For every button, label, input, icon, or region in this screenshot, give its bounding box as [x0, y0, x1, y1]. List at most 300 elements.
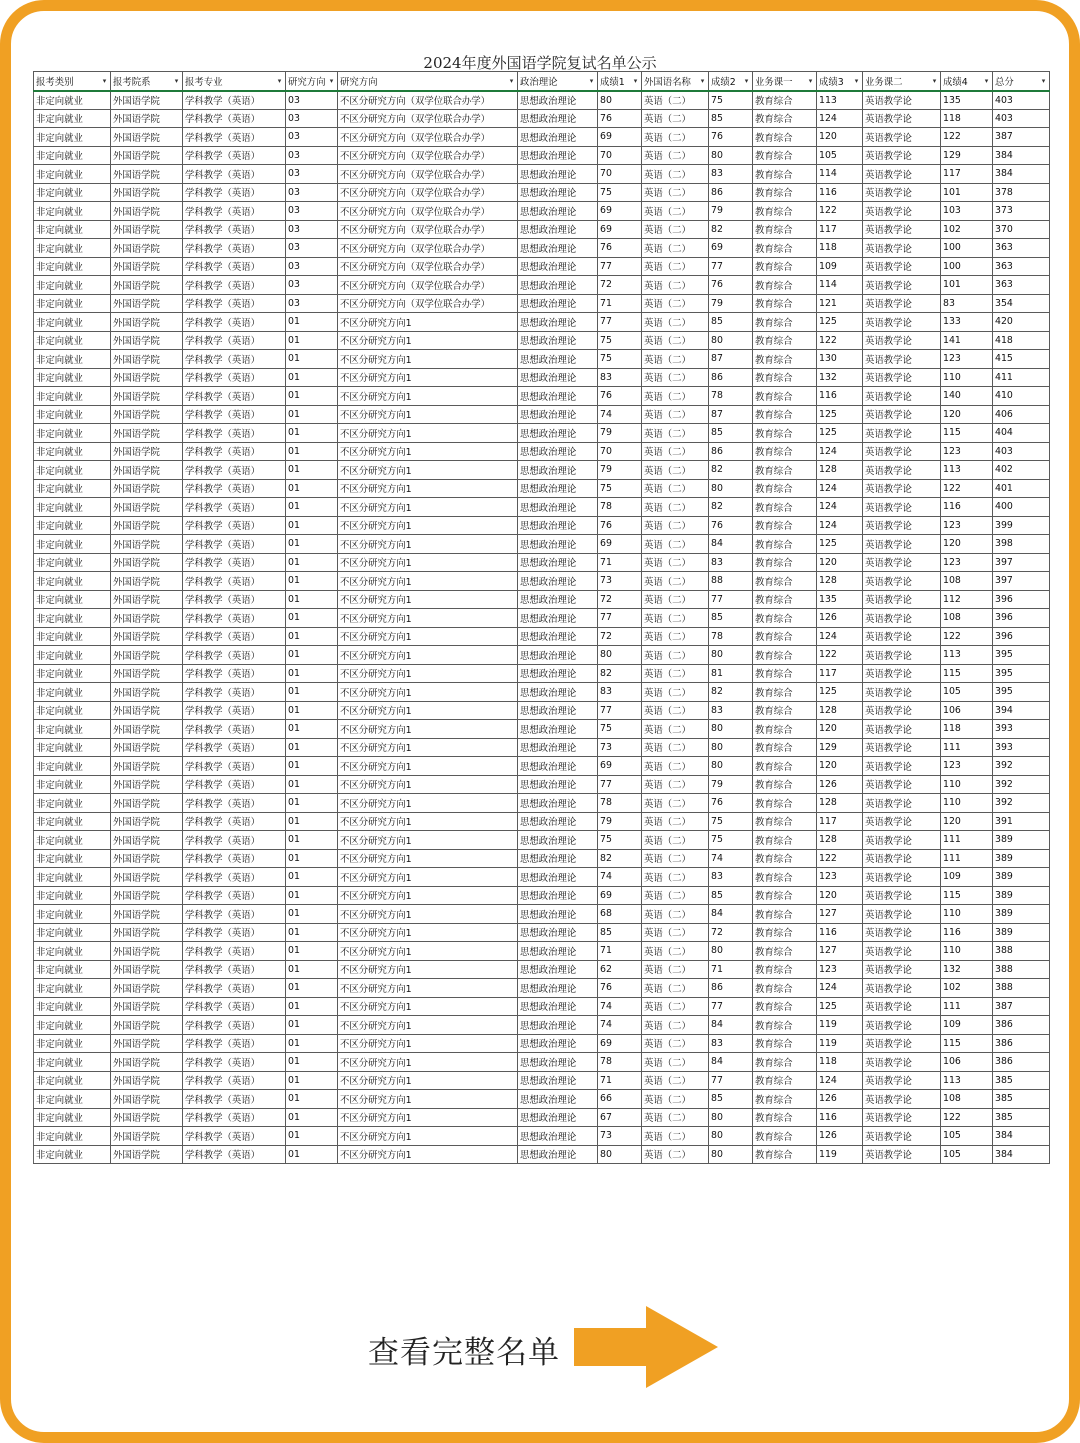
table-cell: 学科教学（英语） — [183, 1145, 286, 1164]
table-cell: 80 — [709, 146, 753, 165]
table-cell: 非定向就业 — [34, 609, 111, 628]
table-cell: 74 — [598, 405, 642, 424]
table-cell: 129 — [941, 146, 993, 165]
table-cell: 教育综合 — [753, 757, 817, 776]
table-cell: 不区分研究方向（双学位联合办学） — [338, 202, 518, 221]
table-cell: 外国语学院 — [111, 276, 183, 295]
table-cell: 非定向就业 — [34, 128, 111, 147]
col-header[interactable]: 政治理论 ▾ — [518, 72, 598, 91]
table-cell: 英语教学论 — [863, 812, 941, 831]
table-cell: 教育综合 — [753, 849, 817, 868]
table-cell: 学科教学（英语） — [183, 942, 286, 961]
table-cell: 学科教学（英语） — [183, 535, 286, 554]
table-cell: 75 — [598, 350, 642, 369]
table-cell: 01 — [286, 405, 338, 424]
table-cell: 学科教学（英语） — [183, 313, 286, 332]
table-cell: 86 — [709, 979, 753, 998]
table-cell: 英语（二） — [642, 886, 709, 905]
col-header[interactable]: 研究方向 ▾ — [286, 72, 338, 91]
table-cell: 思想政治理论 — [518, 775, 598, 794]
table-cell: 学科教学（英语） — [183, 775, 286, 794]
table-cell: 69 — [598, 535, 642, 554]
table-cell: 思想政治理论 — [518, 183, 598, 202]
table-cell: 非定向就业 — [34, 720, 111, 739]
table-cell: 教育综合 — [753, 720, 817, 739]
table-cell: 非定向就业 — [34, 979, 111, 998]
table-cell: 英语教学论 — [863, 701, 941, 720]
table-cell: 69 — [598, 220, 642, 239]
table-cell: 395 — [993, 664, 1050, 683]
table-row — [34, 683, 1050, 702]
table-cell: 英语（二） — [642, 239, 709, 258]
table-cell: 不区分研究方向1 — [338, 1071, 518, 1090]
table-cell: 非定向就业 — [34, 498, 111, 517]
table-cell: 77 — [709, 257, 753, 276]
col-header[interactable]: 业务课一 ▾ — [753, 72, 817, 91]
table-cell: 80 — [709, 331, 753, 350]
table-cell: 126 — [817, 1127, 863, 1146]
table-cell: 75 — [709, 91, 753, 110]
table-cell: 不区分研究方向1 — [338, 831, 518, 850]
table-cell: 英语教学论 — [863, 294, 941, 313]
table-cell: 非定向就业 — [34, 1034, 111, 1053]
table-cell: 学科教学（英语） — [183, 405, 286, 424]
table-cell: 学科教学（英语） — [183, 868, 286, 887]
table-cell: 非定向就业 — [34, 220, 111, 239]
table-cell: 英语（二） — [642, 276, 709, 295]
table-row — [34, 849, 1050, 868]
table-cell: 外国语学院 — [111, 701, 183, 720]
table-cell: 118 — [941, 720, 993, 739]
table-cell: 不区分研究方向1 — [338, 757, 518, 776]
table-cell: 思想政治理论 — [518, 109, 598, 128]
table-cell: 外国语学院 — [111, 646, 183, 665]
filter-dropdown-icon[interactable]: ▾ — [932, 77, 937, 85]
table-cell: 82 — [709, 461, 753, 480]
table-row — [34, 1127, 1050, 1146]
col-header[interactable]: 报考类别 ▾ — [34, 72, 111, 91]
table-cell: 393 — [993, 738, 1050, 757]
col-header[interactable]: 外国语名称 ▾ — [642, 72, 709, 91]
table-cell: 外国语学院 — [111, 609, 183, 628]
table-cell: 389 — [993, 905, 1050, 924]
table-cell: 86 — [709, 183, 753, 202]
filter-dropdown-icon[interactable]: ▾ — [174, 77, 179, 85]
filter-dropdown-icon[interactable]: ▾ — [1041, 77, 1046, 85]
table-cell: 思想政治理论 — [518, 812, 598, 831]
col-header[interactable]: 成绩2 ▾ — [709, 72, 753, 91]
table-cell: 英语（二） — [642, 812, 709, 831]
table-cell: 不区分研究方向1 — [338, 424, 518, 443]
table-cell: 384 — [993, 146, 1050, 165]
table-cell: 121 — [817, 294, 863, 313]
filter-dropdown-icon[interactable]: ▾ — [102, 77, 107, 85]
table-cell: 学科教学（英语） — [183, 701, 286, 720]
table-cell: 外国语学院 — [111, 516, 183, 535]
table-cell: 非定向就业 — [34, 812, 111, 831]
table-cell: 79 — [598, 812, 642, 831]
table-cell: 非定向就业 — [34, 109, 111, 128]
table-cell: 115 — [941, 886, 993, 905]
table-cell: 学科教学（英语） — [183, 979, 286, 998]
table-cell: 102 — [941, 220, 993, 239]
table-cell: 01 — [286, 720, 338, 739]
table-cell: 思想政治理论 — [518, 1145, 598, 1164]
table-cell: 非定向就业 — [34, 424, 111, 443]
table-row — [34, 572, 1050, 591]
table-cell: 389 — [993, 831, 1050, 850]
table-cell: 非定向就业 — [34, 91, 111, 110]
table-cell: 外国语学院 — [111, 257, 183, 276]
table-cell: 思想政治理论 — [518, 1090, 598, 1109]
table-cell: 120 — [941, 535, 993, 554]
table-cell: 外国语学院 — [111, 1053, 183, 1072]
table-cell: 学科教学（英语） — [183, 128, 286, 147]
table-cell: 124 — [817, 442, 863, 461]
table-cell: 思想政治理论 — [518, 202, 598, 221]
table-cell: 外国语学院 — [111, 368, 183, 387]
table-row — [34, 220, 1050, 239]
table-cell: 396 — [993, 590, 1050, 609]
table-cell: 394 — [993, 701, 1050, 720]
table-cell: 71 — [598, 1071, 642, 1090]
table-cell: 不区分研究方向1 — [338, 572, 518, 591]
table-cell: 不区分研究方向1 — [338, 387, 518, 406]
table-row — [34, 701, 1050, 720]
table-cell: 396 — [993, 627, 1050, 646]
table-row — [34, 91, 1050, 110]
table-cell: 363 — [993, 239, 1050, 258]
col-header[interactable]: 总分 ▾ — [993, 72, 1050, 91]
table-row — [34, 553, 1050, 572]
table-cell: 102 — [941, 979, 993, 998]
table-cell: 418 — [993, 331, 1050, 350]
table-cell: 思想政治理论 — [518, 479, 598, 498]
table-cell: 84 — [709, 1053, 753, 1072]
table-cell: 133 — [941, 313, 993, 332]
filter-dropdown-icon[interactable]: ▾ — [854, 77, 859, 85]
table-cell: 英语教学论 — [863, 775, 941, 794]
table-cell: 学科教学（英语） — [183, 794, 286, 813]
filter-dropdown-icon[interactable]: ▾ — [329, 77, 334, 85]
table-cell: 思想政治理论 — [518, 442, 598, 461]
filter-dropdown-icon[interactable]: ▾ — [744, 77, 749, 85]
table-cell: 80 — [709, 942, 753, 961]
table-cell: 不区分研究方向1 — [338, 479, 518, 498]
table-cell: 英语（二） — [642, 1071, 709, 1090]
table-cell: 英语（二） — [642, 331, 709, 350]
table-cell: 85 — [709, 313, 753, 332]
table-cell: 学科教学（英语） — [183, 498, 286, 517]
table-cell: 108 — [941, 609, 993, 628]
col-header[interactable]: 成绩1 ▾ — [598, 72, 642, 91]
table-cell: 83 — [709, 553, 753, 572]
table-cell: 教育综合 — [753, 424, 817, 443]
table-cell: 学科教学（英语） — [183, 553, 286, 572]
table-cell: 76 — [709, 128, 753, 147]
table-cell: 118 — [817, 239, 863, 258]
table-cell: 思想政治理论 — [518, 350, 598, 369]
table-cell: 68 — [598, 905, 642, 924]
table-cell: 非定向就业 — [34, 165, 111, 184]
table-row — [34, 886, 1050, 905]
table-cell: 不区分研究方向1 — [338, 905, 518, 924]
table-cell: 思想政治理论 — [518, 553, 598, 572]
table-cell: 62 — [598, 960, 642, 979]
table-cell: 77 — [598, 609, 642, 628]
table-cell: 英语教学论 — [863, 257, 941, 276]
table-cell: 外国语学院 — [111, 627, 183, 646]
table-cell: 教育综合 — [753, 239, 817, 258]
table-cell: 不区分研究方向1 — [338, 368, 518, 387]
table-cell: 非定向就业 — [34, 387, 111, 406]
table-cell: 非定向就业 — [34, 257, 111, 276]
filter-dropdown-icon[interactable]: ▾ — [984, 77, 989, 85]
table-row — [34, 350, 1050, 369]
col-header[interactable]: 成绩4 ▾ — [941, 72, 993, 91]
table-cell: 01 — [286, 905, 338, 924]
table-cell: 403 — [993, 91, 1050, 110]
table-cell: 110 — [941, 905, 993, 924]
table-cell: 思想政治理论 — [518, 535, 598, 554]
table-cell: 思想政治理论 — [518, 165, 598, 184]
table-cell: 123 — [941, 757, 993, 776]
table-cell: 105 — [941, 1145, 993, 1164]
table-cell: 英语教学论 — [863, 128, 941, 147]
table-cell: 395 — [993, 646, 1050, 665]
table-cell: 外国语学院 — [111, 146, 183, 165]
table-cell: 74 — [598, 1016, 642, 1035]
table-cell: 108 — [941, 1090, 993, 1109]
table-cell: 外国语学院 — [111, 202, 183, 221]
table-cell: 01 — [286, 1053, 338, 1072]
table-cell: 82 — [709, 683, 753, 702]
table-row — [34, 1108, 1050, 1127]
table-row — [34, 738, 1050, 757]
table-row — [34, 831, 1050, 850]
table-cell: 不区分研究方向1 — [338, 553, 518, 572]
table-cell: 英语（二） — [642, 831, 709, 850]
table-cell: 01 — [286, 1034, 338, 1053]
table-cell: 122 — [817, 331, 863, 350]
table-cell: 学科教学（英语） — [183, 683, 286, 702]
table-cell: 03 — [286, 257, 338, 276]
table-cell: 378 — [993, 183, 1050, 202]
table-cell: 128 — [817, 794, 863, 813]
table-cell: 英语（二） — [642, 479, 709, 498]
table-cell: 不区分研究方向（双学位联合办学） — [338, 146, 518, 165]
filter-dropdown-icon[interactable]: ▾ — [633, 77, 638, 85]
table-cell: 01 — [286, 627, 338, 646]
filter-dropdown-icon[interactable]: ▾ — [277, 77, 282, 85]
table-cell: 学科教学（英语） — [183, 997, 286, 1016]
table-row — [34, 498, 1050, 517]
table-cell: 110 — [941, 775, 993, 794]
table-row — [34, 146, 1050, 165]
table-cell: 外国语学院 — [111, 1127, 183, 1146]
table-cell: 83 — [709, 1034, 753, 1053]
table-cell: 教育综合 — [753, 461, 817, 480]
table-cell: 英语（二） — [642, 442, 709, 461]
table-row — [34, 1145, 1050, 1164]
table-row — [34, 424, 1050, 443]
table-cell: 130 — [817, 350, 863, 369]
table-cell: 117 — [817, 812, 863, 831]
arrow-right-icon[interactable] — [574, 1306, 718, 1388]
table-cell: 01 — [286, 553, 338, 572]
table-cell: 不区分研究方向（双学位联合办学） — [338, 91, 518, 110]
document-title: 2024年度外国语学院复试名单公示 — [423, 54, 657, 72]
table-cell: 教育综合 — [753, 553, 817, 572]
col-header[interactable]: 业务课二 ▾ — [863, 72, 941, 91]
table-cell: 学科教学（英语） — [183, 905, 286, 924]
table-cell: 非定向就业 — [34, 535, 111, 554]
table-cell: 126 — [817, 609, 863, 628]
table-cell: 学科教学（英语） — [183, 239, 286, 258]
table-cell: 125 — [817, 405, 863, 424]
table-cell: 388 — [993, 979, 1050, 998]
table-cell: 392 — [993, 775, 1050, 794]
table-cell: 392 — [993, 794, 1050, 813]
table-cell: 思想政治理论 — [518, 1071, 598, 1090]
table-cell: 非定向就业 — [34, 646, 111, 665]
table-cell: 不区分研究方向1 — [338, 609, 518, 628]
table-cell: 01 — [286, 923, 338, 942]
table-cell: 英语教学论 — [863, 516, 941, 535]
table-cell: 389 — [993, 923, 1050, 942]
table-cell: 128 — [817, 831, 863, 850]
table-cell: 教育综合 — [753, 664, 817, 683]
table-cell: 教育综合 — [753, 812, 817, 831]
table-cell: 英语（二） — [642, 979, 709, 998]
table-cell: 教育综合 — [753, 590, 817, 609]
table-cell: 385 — [993, 1108, 1050, 1127]
table-cell: 外国语学院 — [111, 572, 183, 591]
table-cell: 82 — [598, 849, 642, 868]
table-cell: 英语（二） — [642, 1016, 709, 1035]
table-cell: 03 — [286, 165, 338, 184]
table-cell: 80 — [709, 738, 753, 757]
table-cell: 135 — [941, 91, 993, 110]
table-cell: 384 — [993, 1127, 1050, 1146]
table-cell: 外国语学院 — [111, 590, 183, 609]
table-cell: 非定向就业 — [34, 1145, 111, 1164]
table-cell: 01 — [286, 1108, 338, 1127]
table-cell: 英语教学论 — [863, 1034, 941, 1053]
table-cell: 75 — [598, 331, 642, 350]
table-cell: 80 — [709, 479, 753, 498]
table-cell: 教育综合 — [753, 109, 817, 128]
table-cell: 英语教学论 — [863, 313, 941, 332]
table-cell: 79 — [709, 775, 753, 794]
table-cell: 141 — [941, 331, 993, 350]
table-cell: 72 — [598, 590, 642, 609]
table-body — [34, 91, 1050, 1164]
table-cell: 学科教学（英语） — [183, 609, 286, 628]
filter-dropdown-icon[interactable]: ▾ — [509, 77, 514, 85]
table-cell: 英语（二） — [642, 960, 709, 979]
table-cell: 75 — [709, 831, 753, 850]
table-cell: 122 — [817, 202, 863, 221]
table-cell: 教育综合 — [753, 960, 817, 979]
table-cell: 非定向就业 — [34, 461, 111, 480]
table-cell: 思想政治理论 — [518, 239, 598, 258]
table-cell: 英语（二） — [642, 128, 709, 147]
table-cell: 399 — [993, 516, 1050, 535]
table-cell: 77 — [598, 257, 642, 276]
table-cell: 非定向就业 — [34, 479, 111, 498]
table-cell: 不区分研究方向1 — [338, 849, 518, 868]
table-cell: 学科教学（英语） — [183, 720, 286, 739]
table-cell: 不区分研究方向（双学位联合办学） — [338, 183, 518, 202]
table-cell: 英语（二） — [642, 257, 709, 276]
table-cell: 101 — [941, 276, 993, 295]
table-cell: 122 — [817, 849, 863, 868]
table-cell: 教育综合 — [753, 294, 817, 313]
table-cell: 69 — [598, 1034, 642, 1053]
table-cell: 72 — [709, 923, 753, 942]
table-cell: 不区分研究方向1 — [338, 498, 518, 517]
table-cell: 71 — [598, 553, 642, 572]
view-full-list-label[interactable]: 查看完整名单 — [368, 1335, 560, 1371]
table-cell: 103 — [941, 202, 993, 221]
table-cell: 85 — [709, 109, 753, 128]
table-cell: 英语教学论 — [863, 1016, 941, 1035]
col-header[interactable]: 报考专业 ▾ — [183, 72, 286, 91]
table-cell: 363 — [993, 257, 1050, 276]
table-cell: 119 — [817, 1034, 863, 1053]
table-cell: 不区分研究方向1 — [338, 923, 518, 942]
table-cell: 83 — [709, 165, 753, 184]
table-cell: 70 — [598, 165, 642, 184]
table-cell: 116 — [941, 498, 993, 517]
filter-dropdown-icon[interactable]: ▾ — [589, 77, 594, 85]
table-cell: 01 — [286, 664, 338, 683]
table-cell: 140 — [941, 387, 993, 406]
table-row — [34, 942, 1050, 961]
table-cell: 109 — [941, 1016, 993, 1035]
table-cell: 109 — [817, 257, 863, 276]
col-header[interactable]: 成绩3 ▾ — [817, 72, 863, 91]
filter-dropdown-icon[interactable]: ▾ — [808, 77, 813, 85]
table-cell: 73 — [598, 572, 642, 591]
table-cell: 87 — [709, 405, 753, 424]
table-cell: 77 — [709, 1071, 753, 1090]
table-cell: 思想政治理论 — [518, 868, 598, 887]
table-cell: 82 — [709, 220, 753, 239]
table-cell: 116 — [817, 923, 863, 942]
table-cell: 82 — [598, 664, 642, 683]
table-cell: 教育综合 — [753, 368, 817, 387]
table-row — [34, 202, 1050, 221]
table-cell: 思想政治理论 — [518, 368, 598, 387]
table-cell: 外国语学院 — [111, 664, 183, 683]
table-cell: 非定向就业 — [34, 442, 111, 461]
table-cell: 思想政治理论 — [518, 831, 598, 850]
col-header[interactable]: 研究方向 ▾ — [338, 72, 518, 91]
table-row — [34, 609, 1050, 628]
table-cell: 78 — [598, 1053, 642, 1072]
table-cell: 03 — [286, 202, 338, 221]
table-cell: 125 — [817, 997, 863, 1016]
col-header[interactable]: 报考院系 ▾ — [111, 72, 183, 91]
table-cell: 非定向就业 — [34, 202, 111, 221]
table-cell: 思想政治理论 — [518, 313, 598, 332]
filter-dropdown-icon[interactable]: ▾ — [700, 77, 705, 85]
table-cell: 不区分研究方向1 — [338, 590, 518, 609]
table-cell: 教育综合 — [753, 831, 817, 850]
table-cell: 思想政治理论 — [518, 942, 598, 961]
